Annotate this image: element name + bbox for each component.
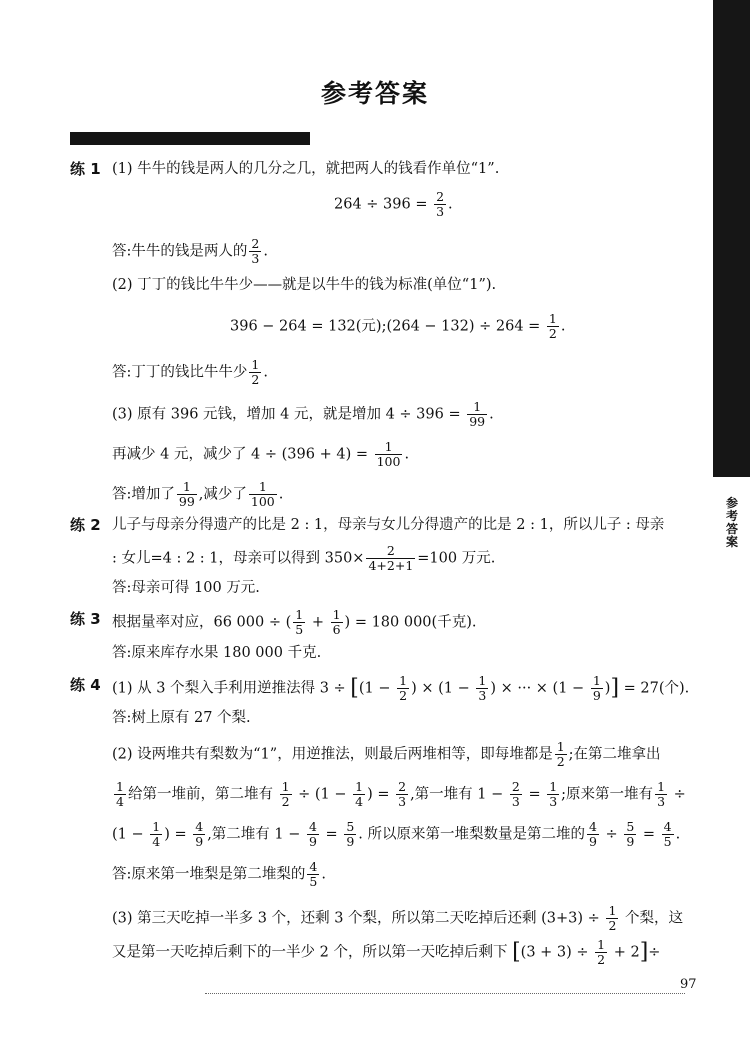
equation-line: 264 ÷ 396 = $\frac{2}{3}$ . (334, 189, 453, 219)
answer-line: 答:原来库存水果 180 000 千克. (112, 645, 322, 661)
side-tab (713, 0, 750, 477)
text-line: (1 − $\frac{1}{4}$ ) = $\frac{4}{9}$ ,第二堆有 1 − $\frac{4}{9}$ = $\frac{5}{9}$ . 所以原来第一堆梨数量是第二堆的 $\frac{4}{9}$ ÷ $\frac{5}{9}$ = $\frac{4}{5}$ . (112, 819, 681, 849)
text-line: 再减少 4 元，减少了 4 ÷ (396 + 4) = $\frac{1}{100}$ . (112, 439, 410, 469)
text-line: (3) 第三天吃掉一半多 3 个，还剩 3 个梨，所以第二天吃掉后还剩 (3+3) ÷ $\frac{1}{2}$ 个梨，这 (112, 903, 683, 933)
text-line: : 女儿=4 : 2 : 1，母亲可以得到 350× $\frac{2}{4+2+1}$ =100 万元. (112, 543, 496, 573)
text-line: (2) 丁丁的钱比牛牛少——就是以牛牛的钱为标准(单位“1”). (112, 277, 497, 293)
answer-line: 答:牛牛的钱是两人的 $\frac{2}{3}$ . (112, 236, 268, 266)
text-line: (1) 从 3 个梨入手利用逆推法得 3 ÷ [(1 − $\frac{1}{2}$ ) × (1 − $\frac{1}{3}$ ) × ··· × (1 − $\frac{1}{9}$ )] = 27(个). (112, 673, 690, 703)
exercise-tag: 练 2 (70, 516, 101, 534)
answer-line: 答:母亲可得 100 万元. (112, 580, 260, 596)
equation-line: 396 − 264 = 132(元);(264 − 132) ÷ 264 = $\frac{1}{2}$ . (230, 311, 566, 341)
section-bar (70, 132, 310, 145)
side-label: 参考答案 (725, 496, 738, 549)
answer-line: 答:丁丁的钱比牛牛少 $\frac{1}{2}$ . (112, 357, 268, 387)
exercise-tag: 练 4 (70, 676, 101, 694)
text-line: (2) 设两堆共有梨数为“1”，用逆推法，则最后两堆相等，即每堆都是 $\frac{1}{2}$ ;在第二堆拿出 (112, 739, 661, 769)
text-line: 儿子与母亲分得遗产的比是 2 : 1，母亲与女儿分得遗产的比是 2 : 1，所以儿子 : 母亲 (112, 517, 665, 533)
text-line: 根据量率对应，66 000 ÷ ( $\frac{1}{5}$ + $\frac{1}{6}$ ) = 180 000(千克). (112, 607, 477, 637)
answer-line: 答:原来第一堆梨是第二堆梨的 $\frac{4}{5}$ . (112, 859, 326, 889)
footer-rule (205, 993, 685, 994)
page-number: 97 (680, 977, 697, 992)
page-title: 参考答案 (320, 79, 429, 108)
exercise-tag: 练 1 (70, 160, 101, 178)
text-line: (1) 牛牛的钱是两人的几分之几，就把两人的钱看作单位“1”. (112, 161, 500, 177)
text-line: $\frac{1}{4}$ 给第一堆前，第二堆有 $\frac{1}{2}$ ÷ (1 − $\frac{1}{4}$ ) = $\frac{2}{3}$ ,第一堆有 1 − $\frac{2}{3}$ = $\frac{1}{3}$ ;原来第一堆有 $\frac{1}{3}$ ÷ (116, 779, 686, 809)
answer-line: 答:增加了 $\frac{1}{99}$ ,减少了 $\frac{1}{100}$ . (112, 479, 284, 509)
text-line: 又是第一天吃掉后剩下的一半少 2 个，所以第一天吃掉后剩下 [(3 + 3) ÷ $\frac{1}{2}$ + 2]÷ (112, 937, 661, 967)
exercise-tag: 练 3 (70, 610, 101, 628)
answer-line: 答:树上原有 27 个梨. (112, 710, 251, 726)
text-line: (3) 原有 396 元钱，增加 4 元，就是增加 4 ÷ 396 = $\frac{1}{99}$ . (112, 399, 494, 429)
